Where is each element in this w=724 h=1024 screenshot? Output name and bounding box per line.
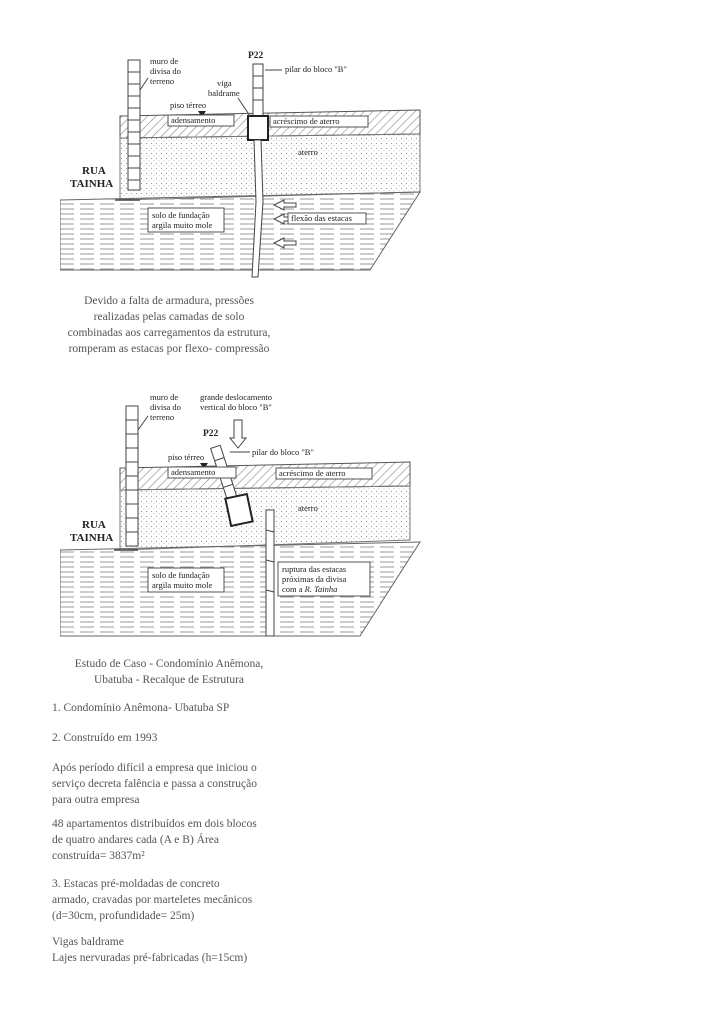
fill-label: aterro <box>298 147 318 157</box>
street-label-1: RUA <box>82 519 106 531</box>
caption-line: Devido a falta de armadura, pressões <box>84 295 254 307</box>
boundary-wall <box>126 406 138 546</box>
flexion-label: flexão das estacas <box>291 213 352 223</box>
densification-label: adensamento <box>171 467 216 477</box>
text-line: Lajes nervuradas pré-fabricadas (h=15cm) <box>52 952 248 964</box>
caption-line: realizadas pelas camadas de solo <box>93 311 245 323</box>
text-line: Vigas baldrame <box>52 936 124 948</box>
text-line: para outra empresa <box>52 794 140 806</box>
soil-profile-diagram-2 <box>60 390 430 646</box>
displacement-label-2: vertical do bloco "B" <box>200 402 272 412</box>
caption-line: Ubatuba - Recalque de Estrutura <box>93 674 245 686</box>
fill-layer <box>120 134 420 200</box>
added-fill-label: acréscimo de aterro <box>273 116 340 126</box>
street-label-2: TAINHA <box>70 178 114 190</box>
rupture-label-2: próximas da divisa <box>282 574 347 584</box>
boundary-wall <box>128 60 140 190</box>
pile-cap <box>225 494 252 526</box>
text-line: serviço decreta falência e passa a construção <box>52 778 257 790</box>
street-label-1: RUA <box>82 165 106 177</box>
figure-1-pile-flexion <box>60 42 430 292</box>
settlement-arrow <box>230 420 246 448</box>
street-label-2: TAINHA <box>70 532 114 544</box>
text-line: 48 apartamentos distribuídos em dois blocos <box>52 818 257 830</box>
soil-label-1: solo de fundação <box>152 570 210 580</box>
added-fill-label: acréscimo de aterro <box>279 468 346 478</box>
text-line: Após período difícil a empresa que iniciou o <box>52 762 257 774</box>
pillar-p22 <box>253 64 263 116</box>
soft-clay-layer <box>60 192 420 270</box>
rupture-label-3 <box>282 584 337 594</box>
paragraph-apartments <box>52 816 292 864</box>
paragraph-structure <box>52 934 292 966</box>
fill-label: aterro <box>298 503 318 513</box>
caption-line: combinadas aos carregamentos da estrutura, <box>67 327 271 339</box>
floor-label: piso térreo <box>168 452 205 462</box>
figure-1-caption <box>44 293 294 357</box>
figure-2-caption <box>44 656 294 688</box>
text-line: armado, cravadas por marteletes mecânicos <box>52 894 253 906</box>
pile-cap <box>248 116 268 140</box>
soil-label-1: solo de fundação <box>152 210 210 220</box>
rupture-label-3a: com a <box>282 584 305 594</box>
item-3 <box>52 876 292 924</box>
densification-label: adensamento <box>171 115 216 125</box>
figure-2-block-settlement <box>60 390 430 646</box>
wall-label-1: muro de <box>150 392 179 402</box>
pillar-label: pilar do bloco "B" <box>252 447 314 457</box>
soil-profile-diagram-1 <box>60 42 430 292</box>
text-line: de quatro andares cada (A e B) Área <box>52 834 219 846</box>
caption-line: Estudo de Caso - Condomínio Anêmona, <box>74 658 264 670</box>
text-line: 3. Estacas pré-moldadas de concreto <box>52 878 220 890</box>
wall-label-2: divisa do <box>150 402 181 412</box>
text-line: (d=30cm, profundidade= 25m) <box>52 910 195 922</box>
wall-label-3: terreno <box>150 76 175 86</box>
beam-label-1: viga <box>217 78 232 88</box>
floor-label: piso térreo <box>170 100 207 110</box>
pillar-id-label: P22 <box>248 51 264 61</box>
item-1: 1. Condomínio Anêmona- Ubatuba SP <box>52 702 230 714</box>
beam-label-2: baldrame <box>208 88 240 98</box>
pillar-id-label: P22 <box>203 429 219 439</box>
pillar-label: pilar do bloco "B" <box>285 64 347 74</box>
caption-line: romperam as estacas por flexo- compressão <box>68 343 270 355</box>
item-2: 2. Construído em 1993 <box>52 732 158 744</box>
rupture-label-3b: R. Tainha <box>304 584 338 594</box>
soil-label-2: argila muito mole <box>152 220 213 230</box>
paragraph-company <box>52 760 292 808</box>
wall-label-1: muro de <box>150 56 179 66</box>
ruptured-pile <box>266 510 274 636</box>
wall-label-3: terreno <box>150 412 175 422</box>
text-line: construída= 3837m² <box>52 850 145 862</box>
fill-layer <box>120 486 410 550</box>
soil-label-2: argila muito mole <box>152 580 213 590</box>
wall-label-2: divisa do <box>150 66 181 76</box>
displacement-label-1: grande deslocamento <box>200 392 272 402</box>
rupture-label-1: ruptura das estacas <box>282 564 347 574</box>
